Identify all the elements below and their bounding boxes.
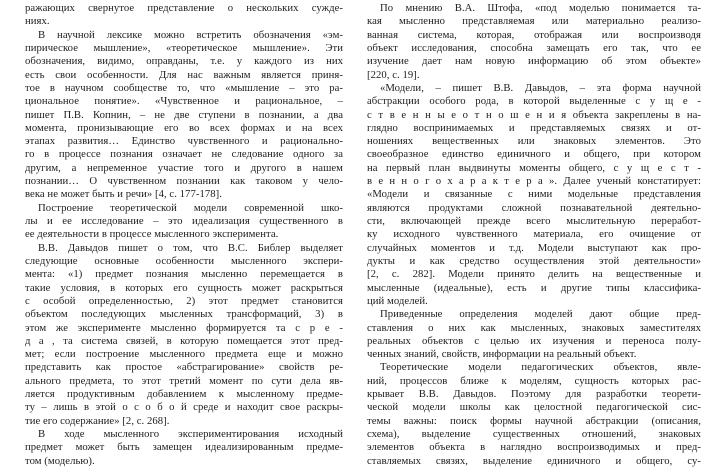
text-line: дукты и как средство осуществления этой деятельности» bbox=[367, 254, 701, 267]
text-line: мента: «1) предмет познания мысленно перемещается в bbox=[25, 268, 343, 281]
text-line: В ходе мысленного экспериментирования исходный bbox=[38, 428, 343, 440]
text-line: ванная система, которая, отображая или воспроизводя bbox=[367, 28, 701, 41]
text-line: «Модели и связанные с ними модельные представления bbox=[367, 188, 701, 201]
text-line: ченных знаний, свойств, информации на реальный объект. bbox=[367, 348, 637, 361]
text-line: мысленные (идеальные), есть и другие типы классифика- bbox=[367, 281, 701, 294]
text-line: ставления о них как мысленных, знаковых заместителях bbox=[367, 321, 701, 334]
text-line: познании… О чувственном познании как таковом у чело- bbox=[25, 175, 343, 188]
text-line: ний, процессов ближе к моделям, сущность которых рас- bbox=[367, 374, 701, 387]
text-line: ставляемых связях, выделение единичного и общего, су- bbox=[367, 454, 701, 467]
text-line: с особой определенностью, 2) этот предмет становится bbox=[25, 294, 343, 307]
text-line: ку исходного чувственного материала, его очищение от bbox=[367, 228, 701, 241]
text-line: ниях. bbox=[25, 15, 50, 28]
text-line: Приведенные определения моделей дают общие пред- bbox=[380, 308, 701, 321]
text-line: ляется продуктивным добавлением к мысленному предме- bbox=[25, 388, 343, 401]
text-line: том (моделью). bbox=[25, 454, 95, 467]
text-line: [2, с. 282]. Модели принято делить на вещественные и bbox=[367, 268, 701, 281]
text-line: на первый план выдвинуты моменты общего, с у щ е с т - bbox=[367, 161, 701, 174]
text-line: лы и ее исследование – это идеализация существенного в bbox=[25, 215, 343, 227]
text-line: В научной лексике можно встретить обозначения «эм- bbox=[38, 28, 343, 41]
text-line: своеобразное единство единичного и общего, при котором bbox=[367, 148, 701, 161]
text-line: циональное понятие». «Чувственное и рациональное, – bbox=[25, 95, 343, 108]
text-line: в е н н о г о х а р а к т е р а ». Далее ученый констатирует: bbox=[367, 175, 701, 188]
text-line: сти, включающей прежде всего мыслительную переработ- bbox=[367, 215, 701, 227]
text-line: представить как простое «абстрагирование» свойств ре- bbox=[25, 361, 343, 374]
text-line: абстракции особого рода, в которой выделенные с у щ е - bbox=[367, 95, 701, 108]
text-line: Построение теоретической модели современной шко- bbox=[38, 201, 343, 214]
text-line: объектом последующих мысленных трансформаций, 3) в bbox=[25, 308, 343, 321]
text-line: момента, пронизывающие его во всех формах и на всех bbox=[25, 121, 343, 134]
text-line: го в процессе познания означает не следование одного за bbox=[25, 148, 343, 161]
text-line: обозначения, видимо, оправданы, т.е. у каждого из них bbox=[25, 55, 343, 68]
text-line: другим, а непременное участие того и другого в нашем bbox=[25, 161, 343, 174]
text-line: По мнению В.А. Штофа, «под моделью понимается та- bbox=[380, 2, 701, 14]
text-line: этапах развития… Единство чувственного и рационально- bbox=[25, 135, 343, 148]
text-line: такие условия, в которых его сущность может раскрыться bbox=[25, 281, 343, 294]
text-line: глядно воспринимаемых и представляемых связях и от- bbox=[367, 121, 701, 134]
text-line: пишет П.В. Копнин, – не две ступени в познании, а два bbox=[25, 108, 343, 121]
text-line: кая мысленно представляемая или материально реализо- bbox=[367, 15, 701, 28]
text-line: объект исследования, способна замещать его так, что ее bbox=[367, 41, 701, 54]
text-line: являются продуктами сложной познавательной деятельно- bbox=[367, 201, 701, 214]
text-line: ту – лишь в этой о с о б о й среде и находит свое раскры- bbox=[25, 401, 343, 414]
text-line: ее деятельности в процессе мысленного эксперимента. bbox=[25, 228, 279, 241]
text-line: тое в научном сообществе то, что «мышление – это ра- bbox=[25, 81, 343, 94]
text-line: ций моделей. bbox=[367, 294, 428, 307]
text-column-right bbox=[367, 2, 701, 468]
text-line: изучение дает нам новую информацию об этом объекте» bbox=[367, 55, 701, 68]
text-line: пирическое мышление», «теоретическое мышление». Эти bbox=[25, 41, 343, 54]
text-line: случайных моментов и т.д. Модели выступают как про- bbox=[367, 241, 701, 254]
text-line: предмет может быть замещен идеализированным предме- bbox=[25, 441, 343, 454]
text-line: этом же эксперименте мысленно формируется та с р е - bbox=[25, 321, 343, 334]
text-line: Теоретические модели педагогических объектов, явле- bbox=[380, 361, 701, 374]
text-line: темы важны: поиск формы научной абстракции (описания, bbox=[367, 414, 701, 427]
text-line: мет; если построение мысленного предмета еще и можно bbox=[25, 348, 343, 361]
text-line: В.В. Давыдов пишет о том, что В.С. Библер выделяет bbox=[38, 241, 343, 254]
text-column-left bbox=[25, 2, 343, 468]
text-line: тие его содержание» [2, с. 268]. bbox=[25, 414, 170, 427]
text-line: ношениях вещественных или знаковых элементов. Это bbox=[367, 135, 701, 148]
text-line: «Модели, – пишет В.В. Давыдов, – эта форма научной bbox=[380, 81, 701, 94]
text-line: ального предмета, то этот третий момент по сути дела яв- bbox=[25, 374, 343, 387]
text-line: века не может быть и речи» [4, с. 177-178]. bbox=[25, 188, 222, 201]
text-line: схема), выделение существенных отношений, знаковых bbox=[367, 428, 701, 440]
text-line: ражающих свернутое представление о нескольких сужде- bbox=[25, 2, 343, 14]
text-line: следующие основные особенности мысленного экспери- bbox=[25, 254, 343, 267]
text-line: крывает В.В. Давыдов. Поэтому для разработки теорети- bbox=[367, 388, 701, 401]
text-line: элементов объекта в наглядно воспроизводимых и пред- bbox=[367, 441, 701, 454]
text-line: реальных объектов с целью их изучения и переноса полу- bbox=[367, 334, 701, 347]
text-line: д а , та система связей, в которую помещается этот пред- bbox=[25, 334, 343, 347]
text-line: с т в е н н ы е о т н о ш е н и я объекта закреплены в на- bbox=[367, 108, 701, 121]
text-line: ческой модели школы как целостной педагогической сис- bbox=[367, 401, 701, 414]
text-line: [220, с. 19]. bbox=[367, 68, 420, 81]
text-line: есть свои особенности. Для нас важным является приня- bbox=[25, 68, 343, 81]
